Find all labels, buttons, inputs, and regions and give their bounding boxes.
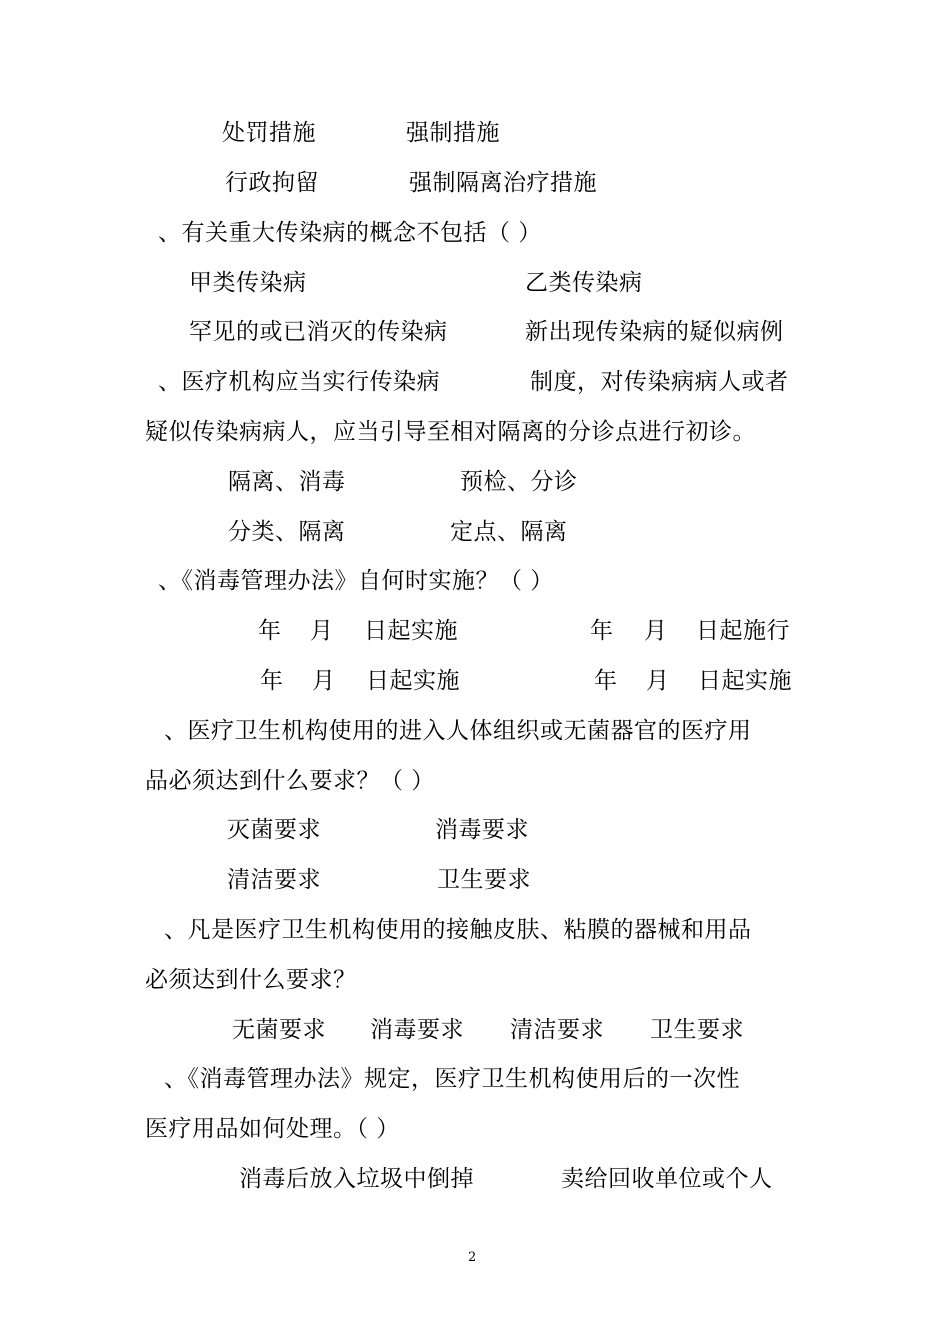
text-line: 强制措施 bbox=[406, 120, 500, 146]
text-line: 卫生要求 bbox=[650, 1017, 744, 1043]
text-line: 月 bbox=[312, 668, 336, 694]
text-line: 、《消毒管理办法》规定，医疗卫生机构使用后的一次性 bbox=[164, 1066, 740, 1092]
text-line: 分类、隔离 bbox=[228, 519, 346, 545]
text-line: 、医疗卫生机构使用的进入人体组织或无菌器官的医疗用 bbox=[164, 718, 752, 744]
page-number: 2 bbox=[468, 1250, 477, 1265]
text-line: 年 bbox=[594, 668, 618, 694]
text-line: 日起施行 bbox=[696, 618, 790, 644]
text-line: 新出现传染病的疑似病例 bbox=[525, 319, 784, 345]
text-line: 年 bbox=[260, 668, 284, 694]
text-line: 消毒后放入垃圾中倒掉 bbox=[239, 1166, 474, 1192]
text-line: 必须达到什么要求？ bbox=[145, 967, 357, 993]
text-line: 清洁要求 bbox=[227, 867, 321, 893]
text-line: 处罚措施 bbox=[222, 120, 316, 146]
text-line: 、《消毒管理办法》自何时实施？（ ） bbox=[158, 568, 554, 594]
text-line: 隔离、消毒 bbox=[228, 469, 346, 495]
text-line: 灭菌要求 bbox=[227, 817, 321, 843]
text-line: 医疗用品如何处理。（ ） bbox=[145, 1116, 400, 1142]
text-line: 疑似传染病病人，应当引导至相对隔离的分诊点进行初诊。 bbox=[145, 419, 756, 445]
text-line: 、医疗机构应当实行传染病 bbox=[158, 369, 440, 395]
text-line: 乙类传染病 bbox=[525, 270, 643, 296]
text-line: 品必须达到什么要求？（ ） bbox=[145, 768, 435, 794]
text-line: 制度，对传染病病人或者 bbox=[530, 369, 789, 395]
text-line: 清洁要求 bbox=[510, 1017, 604, 1043]
text-line: 日起实施 bbox=[698, 668, 792, 694]
text-line: 月 bbox=[310, 618, 334, 644]
text-line: 强制隔离治疗措施 bbox=[409, 170, 597, 196]
text-line: 消毒要求 bbox=[370, 1017, 464, 1043]
text-line: 行政拘留 bbox=[225, 170, 319, 196]
text-line: 消毒要求 bbox=[435, 817, 529, 843]
text-line: 月 bbox=[644, 618, 668, 644]
text-line: 预检、分诊 bbox=[460, 469, 578, 495]
text-line: 月 bbox=[646, 668, 670, 694]
text-line: 卖给回收单位或个人 bbox=[561, 1166, 773, 1192]
text-line: 日起实施 bbox=[364, 618, 458, 644]
text-line: 甲类传染病 bbox=[189, 270, 307, 296]
text-line: 无菌要求 bbox=[232, 1017, 326, 1043]
text-line: 定点、隔离 bbox=[450, 519, 568, 545]
text-line: 年 bbox=[258, 618, 282, 644]
text-line: 、有关重大传染病的概念不包括（ ） bbox=[158, 220, 542, 246]
text-line: 年 bbox=[590, 618, 614, 644]
text-line: 罕见的或已消灭的传染病 bbox=[189, 319, 448, 345]
text-line: 、凡是医疗卫生机构使用的接触皮肤、粘膜的器械和用品 bbox=[164, 917, 752, 943]
text-line: 卫生要求 bbox=[437, 867, 531, 893]
text-line: 日起实施 bbox=[366, 668, 460, 694]
